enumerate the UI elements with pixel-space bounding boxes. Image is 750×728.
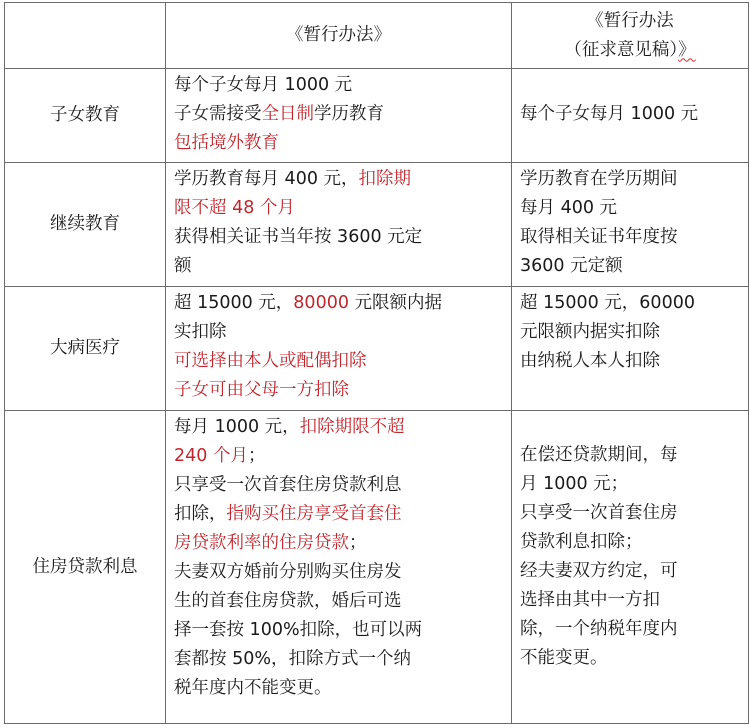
body-text: 夫妻双方婚前分别购买住房发 (174, 562, 402, 582)
body-text: 取得相关证书年度按 (520, 227, 678, 247)
cell-line (520, 165, 742, 194)
header-draft-closing-mark: 》 (678, 39, 696, 60)
body-text: 每个子女每月 1000 元 (520, 104, 699, 124)
body-text: 择一套按 100%扣除，也可以两 (174, 620, 423, 640)
draft-cell (512, 163, 749, 287)
cell-line (174, 194, 505, 223)
cell-line (520, 318, 742, 347)
highlight-text: 包括境外教育 (174, 133, 279, 153)
body-text: 子女需接受 (174, 104, 262, 124)
cell-line (174, 442, 505, 471)
cell-line (174, 645, 505, 674)
cell-line (174, 500, 505, 529)
body-text: 超 15000 元，60000 (520, 293, 695, 313)
highlight-text: 240 个月 (174, 446, 248, 466)
body-text: 扣除， (174, 504, 227, 524)
cell-line (520, 347, 742, 376)
body-text: 由纳税人本人扣除 (520, 351, 660, 371)
cell-line (520, 557, 742, 586)
body-text: 实扣除 (174, 322, 227, 342)
highlight-text: 限不超 48 个月 (174, 198, 295, 218)
cell-line (520, 644, 742, 673)
body-text: ； (349, 533, 367, 553)
body-text: 税年度内不能变更。 (174, 678, 332, 698)
cell-line (174, 413, 505, 442)
row-label: 大病医疗 (5, 287, 166, 411)
row-label: 继续教育 (5, 163, 166, 287)
draft-cell (512, 69, 749, 163)
cell-line (174, 674, 505, 703)
interim-cell (166, 287, 512, 411)
cell-line (174, 318, 505, 347)
cell-line (174, 252, 505, 281)
highlight-text: 扣除期 (358, 169, 412, 189)
body-text: 只享受一次首套住房 (520, 503, 678, 523)
draft-cell (512, 287, 749, 411)
cell-line (520, 470, 742, 499)
body-text: 每月 400 元 (520, 198, 618, 218)
cell-line (520, 100, 742, 129)
body-text: 选择由其中一方扣 (520, 590, 660, 610)
cell-line (520, 499, 742, 528)
header-draft-title: 《暂行办法 (586, 10, 674, 31)
body-text: 额 (174, 256, 192, 276)
cell-line (520, 441, 742, 470)
row-housing-loan-interest (5, 411, 749, 724)
cell-line (174, 558, 505, 587)
highlight-text: 扣除期限不超 (299, 417, 405, 437)
highlight-text: 房贷款利率的住房贷款 (174, 533, 349, 553)
row-label: 住房贷款利息 (5, 411, 166, 724)
cell-line (520, 615, 742, 644)
cell-line (174, 223, 505, 252)
highlight-text: 可选择由本人或配偶扣除 (174, 351, 367, 371)
cell-line (174, 529, 505, 558)
body-text: 不能变更。 (520, 648, 608, 668)
body-text: 套都按 50%，扣除方式一个纳 (174, 649, 411, 669)
row-serious-illness (5, 287, 749, 411)
cell-line (174, 587, 505, 616)
body-text: 月 1000 元； (520, 474, 629, 494)
body-text: 除，一个纳税年度内 (520, 619, 678, 639)
row-label: 子女教育 (5, 69, 166, 163)
header-empty-cell (5, 3, 166, 69)
body-text: 元限额内据实扣除 (520, 322, 660, 342)
cell-line (520, 194, 742, 223)
cell-line (520, 586, 742, 615)
header-draft-measures (512, 3, 749, 69)
interim-cell (166, 163, 512, 287)
header-draft-subtitle-text: （征求意见稿） (564, 39, 679, 60)
cell-line (520, 223, 742, 252)
cell-line (174, 376, 505, 405)
body-text: 获得相关证书当年按 3600 元定 (174, 227, 423, 247)
header-interim-title: 《暂行办法》 (286, 25, 391, 45)
body-text: ； (247, 446, 266, 466)
body-text: 每月 1000 元， (174, 417, 300, 437)
body-text: 学历教育 (314, 104, 384, 124)
highlight-text: 指购买住房享受首套住 (226, 504, 402, 524)
cell-line (520, 252, 742, 281)
header-interim-measures (166, 3, 512, 69)
body-text: 贷款利息扣除； (520, 532, 643, 552)
header-draft-subtitle (512, 36, 748, 65)
cell-line (174, 165, 505, 194)
body-text: 只享受一次首套住房贷款利息 (174, 475, 402, 495)
interim-cell (166, 411, 512, 724)
cell-line (174, 129, 505, 158)
cell-line (174, 471, 505, 500)
highlight-text: 80000 (293, 293, 349, 313)
body-text: 元限额内据 (348, 293, 443, 313)
cell-line (520, 289, 742, 318)
cell-line (520, 528, 742, 557)
body-text: 每个子女每月 1000 元 (174, 75, 353, 95)
header-row (5, 3, 749, 69)
cell-line (174, 616, 505, 645)
body-text: 经夫妻双方约定，可 (520, 561, 678, 581)
row-continuing-education (5, 163, 749, 287)
row-child-education (5, 69, 749, 163)
cell-line (174, 71, 505, 100)
comparison-table (4, 2, 749, 724)
draft-cell (512, 411, 749, 724)
body-text: 在偿还贷款期间，每 (520, 445, 678, 465)
highlight-text: 子女可由父母一方扣除 (174, 380, 349, 400)
body-text: 生的首套住房贷款，婚后可选 (174, 591, 402, 611)
highlight-text: 全日制 (261, 104, 314, 124)
body-text: 学历教育每月 400 元， (174, 169, 359, 189)
interim-cell (166, 69, 512, 163)
cell-line (174, 289, 505, 318)
body-text: 学历教育在学历期间 (520, 169, 678, 189)
body-text: 超 15000 元， (174, 293, 294, 313)
cell-line (174, 347, 505, 376)
body-text: 3600 元定额 (520, 256, 623, 276)
cell-line (174, 100, 505, 129)
